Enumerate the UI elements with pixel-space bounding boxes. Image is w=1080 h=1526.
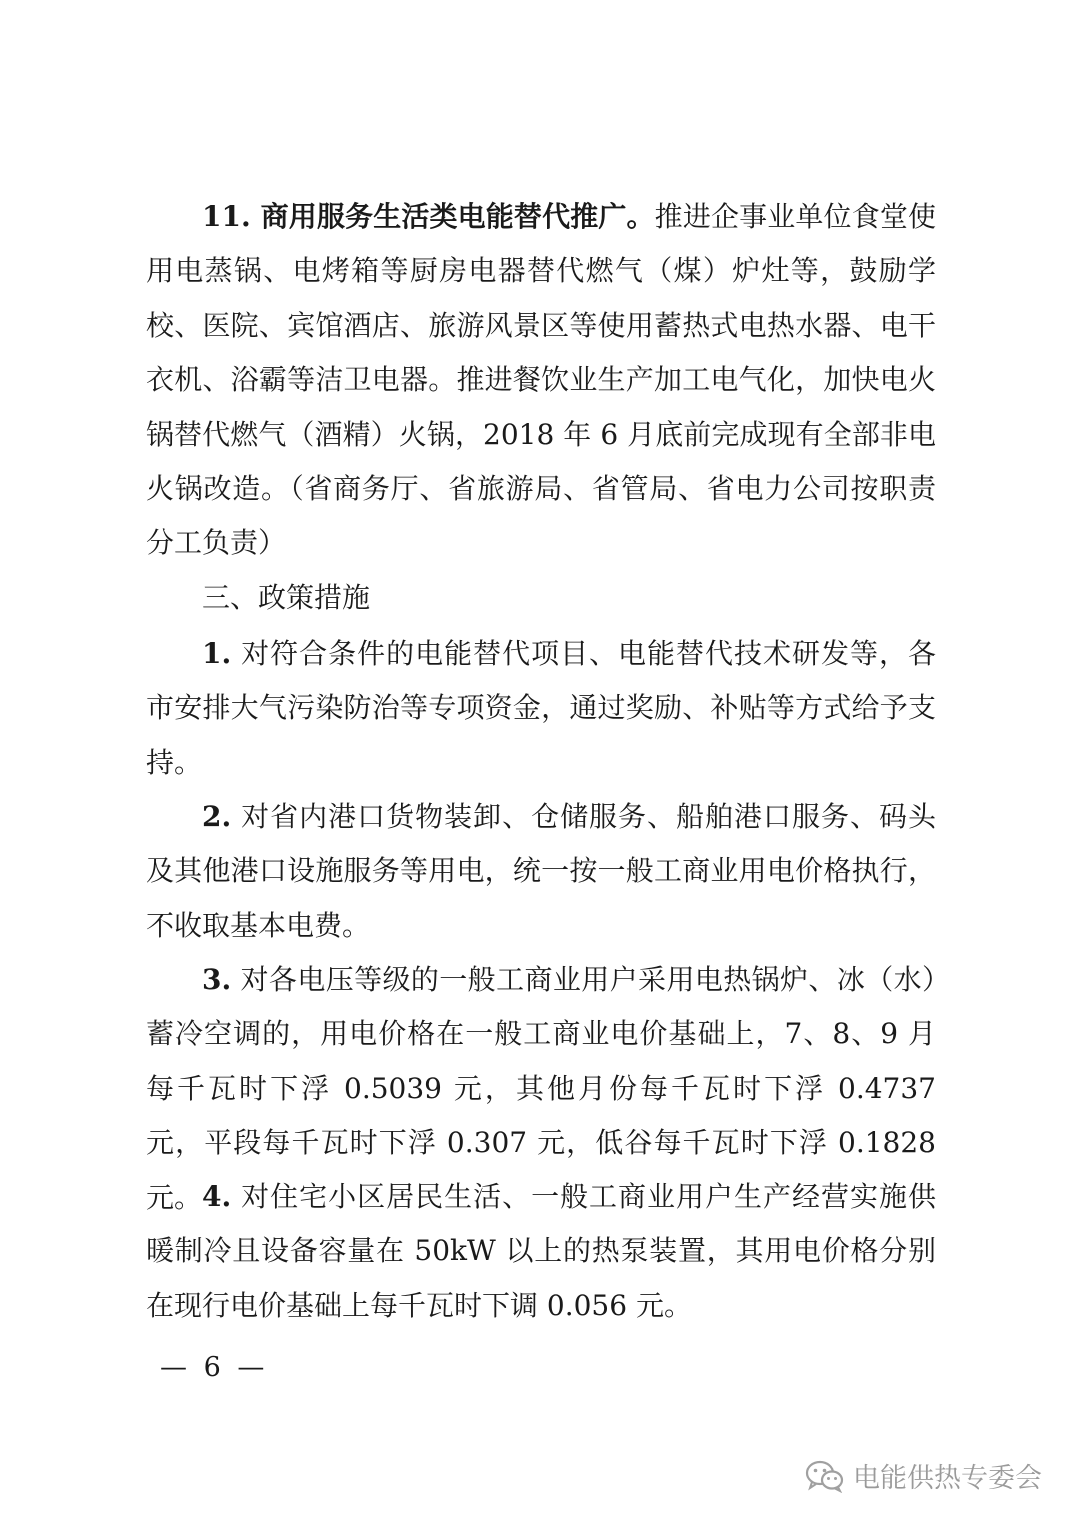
item-11-body: 推进企事业单位食堂使用电蒸锅、电烤箱等厨房电器替代燃气（煤）炉灶等，鼓励学校、医院、宾馆酒店、旅游风景区等使用蓄热式电热水器、电干衣机、浴霸等洁卫电器。推进餐饮业生产加工电气化，加快电火锅替代燃气（酒精）火锅，2018 年 6 月底前完成现有全部非电火锅改造。（省商务厅、省旅游局、省管局、省电力公司按职责分工负责）	[146, 200, 936, 560]
measure-3-number: 3.	[202, 963, 232, 996]
measure-1-paragraph	[146, 627, 936, 790]
watermark-text: 电能供热专委会	[853, 1463, 1042, 1494]
measure-2-text: 对省内港口货物装卸、仓储服务、船舶港口服务、码头及其他港口设施服务等用电，统一按一般工商业用电价格执行，不收取基本电费。	[146, 800, 936, 942]
measure-1-number: 1.	[202, 637, 232, 670]
item-11-paragraph	[146, 190, 936, 571]
watermark	[805, 1456, 1042, 1495]
section-3-heading: 三、政策措施	[202, 581, 371, 614]
item-11-heading: 11. 商用服务生活类电能替代推广。	[202, 200, 655, 233]
measure-3-text: 对各电压等级的一般工商业用户采用电热锅炉、冰（水）蓄冷空调的，用电价格在一般工商业电价基础上，7、8、9 月每千瓦时下浮 0.5039 元，其他月份每千瓦时下浮 0.4737 元，平段每千瓦时下浮 0.307 元，低谷每千瓦时下浮 0.1828 元。	[146, 963, 936, 1214]
measure-2-paragraph	[146, 790, 936, 953]
measure-4-number: 4.	[202, 1180, 232, 1213]
measure-2-number: 2.	[202, 800, 232, 833]
page-number: — 6 —	[160, 1352, 269, 1383]
measure-4-text: 对住宅小区居民生活、一般工商业用户生产经营实施供暖制冷且设备容量在 50kW 以上的热泵装置，其用电价格分别在现行电价基础上每千瓦时下调 0.056 元。	[146, 1180, 936, 1322]
measure-1-text: 对符合条件的电能替代项目、电能替代技术研发等，各市安排大气污染防治等专项资金，通过奖励、补贴等方式给予支持。	[146, 637, 936, 779]
wechat-icon	[805, 1459, 845, 1493]
measure-4-paragraph	[146, 1170, 936, 1333]
